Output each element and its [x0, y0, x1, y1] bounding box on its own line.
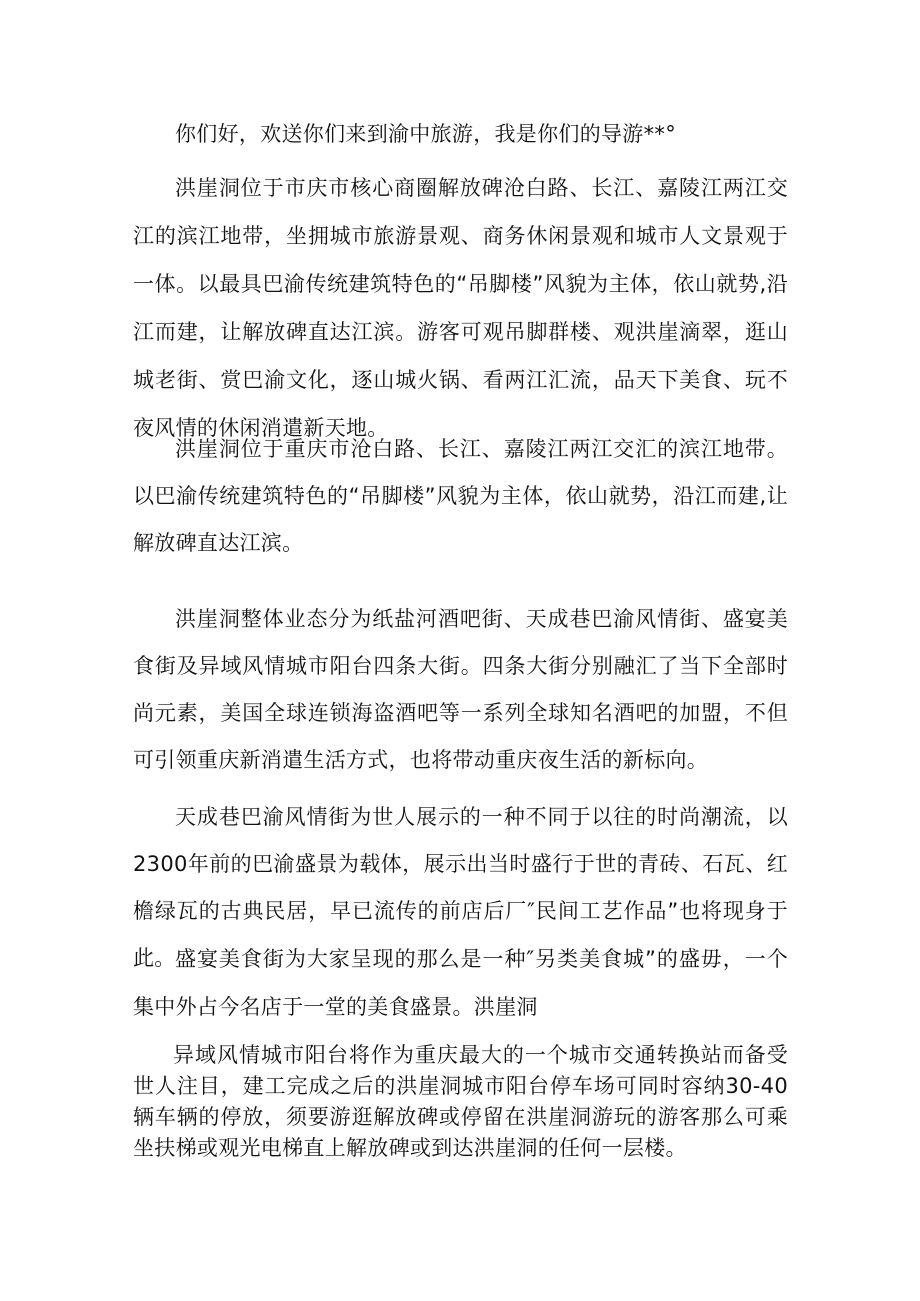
paragraph-four-streets: 洪崖洞整体业态分为纸盐河酒吧街、天成巷巴渝风情街、盛宴美食街及异域风情城市阳台四条大街。四条大街分别融汇了当下全部时尚元素，美国全球连锁海盗酒吧等一系列全球知名酒吧的加盟，不但可引领重庆新消遣生活方式，也将带动重庆夜生活的新标向。	[133, 607, 788, 772]
greeting-paragraph: 你们好，欢送你们来到渝中旅游，我是你们的导游**°	[175, 122, 676, 146]
paragraph-location: 洪崖洞位于重庆市沧白路、长江、嘉陵江两江交汇的滨江地带。以巴渝传统建筑特色的“吊脚楼”风貌为主体，依山就势，沿江而建,让解放碑直达江滨。	[133, 437, 788, 555]
paragraph-intro: 洪崖洞位于市庆市核心商圈解放碑沧白路、长江、嘉陵江两江交江的滨江地带，坐拥城市旅游景观、商务休闲景观和城市人文景观于一体。以最具巴渝传统建筑特色的“吊脚楼”风貌为主体，依山就势,沿江而建，让解放碑直达江滨。游客可观吊脚群楼、观洪崖滴翠，逛山城老街、赏巴渝文化，逐山城火锅、看两江汇流，品天下美食、玩不夜风情的休闲消遣新天地。	[133, 176, 788, 440]
paragraph-food-street: 盛宴美食街为大家呈现的那么是一种″另类美食城”的盛毋，一个集中外占今名店于一堂的美食盛景。洪崖洞	[133, 947, 788, 1019]
paragraph-tiancheng-lane: 天成巷巴渝风情街为世人展示的一种不同于以往的时尚潮流，以2300年前的巴渝盛景为载体，展示出当时盛行于世的青砖、石瓦、红檐绿瓦的古典民居，早已流传的前店后厂″民间工艺作品”也将现身于此。	[133, 805, 788, 970]
paragraph-city-balcony: 异域风情城市阳台将作为重庆最大的一个城市交通转换站而备受世人注目，建工完成之后的洪崖洞城市阳台停车场可同时容纳30-40辆车辆的停放，须要游逛解放碑或停留在洪崖洞游玩的游客那么可乘坐扶梯或观光电梯直上解放碑或到达洪崖洞的任何一层楼。	[133, 1043, 788, 1160]
